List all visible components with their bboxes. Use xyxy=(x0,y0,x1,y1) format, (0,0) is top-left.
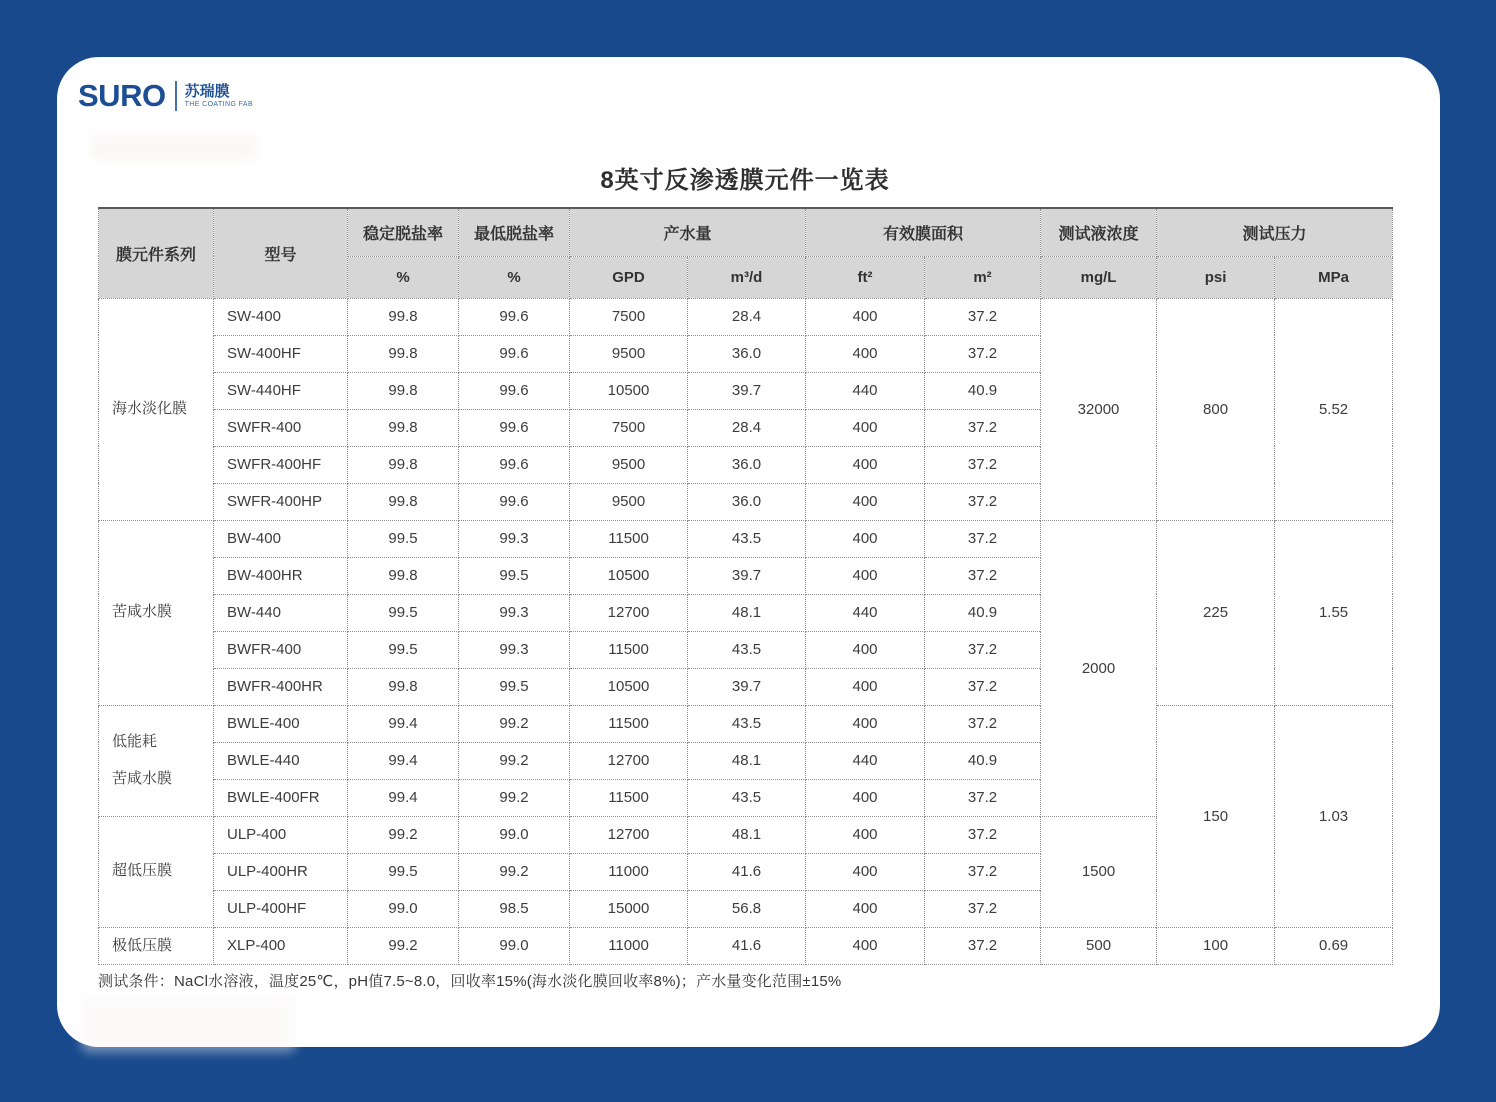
value-cell: 11500 xyxy=(570,520,688,557)
model-cell: ULP-400 xyxy=(214,816,348,853)
value-cell: 9500 xyxy=(570,483,688,520)
value-cell: 7500 xyxy=(570,409,688,446)
unit-psi: psi xyxy=(1157,256,1275,298)
value-cell: 37.2 xyxy=(925,668,1041,705)
model-cell: SW-400 xyxy=(214,298,348,335)
mpa-cell: 0.69 xyxy=(1275,927,1393,965)
unit-m3-per-day: m³/d xyxy=(688,256,806,298)
mpa-cell: 1.03 xyxy=(1275,705,1393,927)
mpa-cell: 5.52 xyxy=(1275,298,1393,520)
value-cell: 99.8 xyxy=(348,409,459,446)
value-cell: 48.1 xyxy=(688,816,806,853)
value-cell: 400 xyxy=(806,631,925,668)
unit-min-rejection-percent: % xyxy=(459,256,570,298)
value-cell: 440 xyxy=(806,372,925,409)
value-cell: 99.5 xyxy=(459,557,570,594)
value-cell: 99.8 xyxy=(348,483,459,520)
psi-cell: 150 xyxy=(1157,705,1275,927)
value-cell: 10500 xyxy=(570,557,688,594)
value-cell: 99.0 xyxy=(459,927,570,965)
model-cell: SWFR-400HP xyxy=(214,483,348,520)
table-row xyxy=(99,298,1393,335)
value-cell: 98.5 xyxy=(459,890,570,927)
value-cell: 440 xyxy=(806,742,925,779)
value-cell: 400 xyxy=(806,816,925,853)
model-cell: BWFR-400 xyxy=(214,631,348,668)
value-cell: 37.2 xyxy=(925,853,1041,890)
value-cell: 37.2 xyxy=(925,557,1041,594)
series-label-line: 极低压膜 xyxy=(112,936,173,954)
mpa-cell: 1.55 xyxy=(1275,520,1393,705)
value-cell: 39.7 xyxy=(688,557,806,594)
value-cell: 400 xyxy=(806,853,925,890)
value-cell: 99.0 xyxy=(459,816,570,853)
value-cell: 7500 xyxy=(570,298,688,335)
value-cell: 12700 xyxy=(570,594,688,631)
value-cell: 99.2 xyxy=(348,927,459,965)
value-cell: 39.7 xyxy=(688,668,806,705)
col-header-min-rejection: 最低脱盐率 xyxy=(459,208,570,256)
value-cell: 11500 xyxy=(570,631,688,668)
value-cell: 400 xyxy=(806,298,925,335)
unit-mg-per-l: mg/L xyxy=(1041,256,1157,298)
value-cell: 400 xyxy=(806,520,925,557)
value-cell: 400 xyxy=(806,779,925,816)
value-cell: 400 xyxy=(806,557,925,594)
value-cell: 99.6 xyxy=(459,335,570,372)
series-label-line: 超低压膜 xyxy=(112,862,173,880)
value-cell: 10500 xyxy=(570,668,688,705)
concentration-cell: 1500 xyxy=(1041,816,1157,927)
value-cell: 12700 xyxy=(570,742,688,779)
faded-watermark-top xyxy=(90,133,258,161)
logo-tagline: THE COATING FAB xyxy=(184,101,254,108)
value-cell: 11000 xyxy=(570,927,688,965)
concentration-cell: 2000 xyxy=(1041,520,1157,816)
value-cell: 41.6 xyxy=(688,927,806,965)
concentration-cell: 500 xyxy=(1041,927,1157,965)
series-group-label xyxy=(99,298,214,520)
value-cell: 99.0 xyxy=(348,890,459,927)
page-title: 8英寸反渗透膜元件一览表 xyxy=(600,167,890,194)
table-row xyxy=(99,927,1393,965)
col-header-series: 膜元件系列 xyxy=(99,208,214,298)
value-cell: 56.8 xyxy=(688,890,806,927)
series-label-line: 低能耗 xyxy=(112,732,158,750)
model-cell: ULP-400HF xyxy=(214,890,348,927)
unit-stable-rejection-percent: % xyxy=(348,256,459,298)
value-cell: 9500 xyxy=(570,335,688,372)
value-cell: 99.2 xyxy=(348,816,459,853)
unit-ft2: ft² xyxy=(806,256,925,298)
unit-m2: m² xyxy=(925,256,1041,298)
psi-cell: 800 xyxy=(1157,298,1275,520)
model-cell: BW-440 xyxy=(214,594,348,631)
membrane-spec-table xyxy=(98,207,1393,965)
suro-logo xyxy=(78,78,253,114)
value-cell: 99.2 xyxy=(459,853,570,890)
value-cell: 99.4 xyxy=(348,705,459,742)
header-row-groups xyxy=(99,208,1393,256)
series-group-label xyxy=(99,816,214,927)
value-cell: 99.5 xyxy=(348,520,459,557)
test-conditions-note: 测试条件：NaCl水溶液，温度25℃，pH值7.5~8.0，回收率15%(海水淡化膜回收率8%)；产水量变化范围±15% xyxy=(98,973,842,990)
value-cell: 11500 xyxy=(570,779,688,816)
value-cell: 440 xyxy=(806,594,925,631)
value-cell: 99.8 xyxy=(348,557,459,594)
value-cell: 37.2 xyxy=(925,705,1041,742)
value-cell: 99.5 xyxy=(348,853,459,890)
unit-mpa: MPa xyxy=(1275,256,1393,298)
value-cell: 48.1 xyxy=(688,594,806,631)
value-cell: 99.6 xyxy=(459,483,570,520)
value-cell: 99.5 xyxy=(459,668,570,705)
value-cell: 400 xyxy=(806,335,925,372)
value-cell: 99.8 xyxy=(348,446,459,483)
value-cell: 99.8 xyxy=(348,335,459,372)
model-cell: SW-440HF xyxy=(214,372,348,409)
value-cell: 99.8 xyxy=(348,372,459,409)
value-cell: 99.3 xyxy=(459,520,570,557)
value-cell: 37.2 xyxy=(925,298,1041,335)
logo-divider xyxy=(175,81,177,111)
value-cell: 400 xyxy=(806,446,925,483)
model-cell: XLP-400 xyxy=(214,927,348,965)
value-cell: 99.8 xyxy=(348,298,459,335)
value-cell: 37.2 xyxy=(925,335,1041,372)
col-header-permeate-flow: 产水量 xyxy=(570,208,806,256)
col-header-test-concentration: 测试液浓度 xyxy=(1041,208,1157,256)
value-cell: 40.9 xyxy=(925,594,1041,631)
table-row xyxy=(99,520,1393,557)
series-group-label xyxy=(99,520,214,705)
model-cell: BW-400HR xyxy=(214,557,348,594)
value-cell: 10500 xyxy=(570,372,688,409)
col-header-membrane-area: 有效膜面积 xyxy=(806,208,1041,256)
value-cell: 39.7 xyxy=(688,372,806,409)
value-cell: 36.0 xyxy=(688,483,806,520)
value-cell: 40.9 xyxy=(925,372,1041,409)
model-cell: ULP-400HR xyxy=(214,853,348,890)
value-cell: 400 xyxy=(806,409,925,446)
logo-chinese-name: 苏瑞膜 xyxy=(184,83,230,100)
col-header-stable-rejection: 稳定脱盐率 xyxy=(348,208,459,256)
model-cell: BWLE-400FR xyxy=(214,779,348,816)
value-cell: 43.5 xyxy=(688,705,806,742)
value-cell: 99.5 xyxy=(348,594,459,631)
value-cell: 99.4 xyxy=(348,779,459,816)
value-cell: 99.6 xyxy=(459,409,570,446)
series-label-line: 海水淡化膜 xyxy=(112,399,188,417)
value-cell: 37.2 xyxy=(925,446,1041,483)
value-cell: 15000 xyxy=(570,890,688,927)
series-label-line: 苦咸水膜 xyxy=(112,769,173,787)
value-cell: 400 xyxy=(806,668,925,705)
content-card xyxy=(57,57,1440,1047)
value-cell: 43.5 xyxy=(688,779,806,816)
value-cell: 28.4 xyxy=(688,409,806,446)
value-cell: 9500 xyxy=(570,446,688,483)
value-cell: 12700 xyxy=(570,816,688,853)
value-cell: 37.2 xyxy=(925,779,1041,816)
value-cell: 37.2 xyxy=(925,483,1041,520)
model-cell: SWFR-400HF xyxy=(214,446,348,483)
col-header-model: 型号 xyxy=(214,208,348,298)
model-cell: BWLE-400 xyxy=(214,705,348,742)
unit-gpd: GPD xyxy=(570,256,688,298)
value-cell: 41.6 xyxy=(688,853,806,890)
table-row xyxy=(99,705,1393,742)
spec-table-container xyxy=(98,207,1392,965)
value-cell: 37.2 xyxy=(925,409,1041,446)
value-cell: 37.2 xyxy=(925,631,1041,668)
value-cell: 36.0 xyxy=(688,446,806,483)
value-cell: 99.5 xyxy=(348,631,459,668)
value-cell: 37.2 xyxy=(925,520,1041,557)
model-cell: BW-400 xyxy=(214,520,348,557)
value-cell: 99.2 xyxy=(459,705,570,742)
value-cell: 99.3 xyxy=(459,594,570,631)
model-cell: BWFR-400HR xyxy=(214,668,348,705)
series-label-line: 苦咸水膜 xyxy=(112,603,173,621)
value-cell: 99.3 xyxy=(459,631,570,668)
value-cell: 99.8 xyxy=(348,668,459,705)
series-group-label xyxy=(99,705,214,816)
concentration-cell: 32000 xyxy=(1041,298,1157,520)
col-header-test-pressure: 测试压力 xyxy=(1157,208,1393,256)
value-cell: 28.4 xyxy=(688,298,806,335)
psi-cell: 225 xyxy=(1157,520,1275,705)
value-cell: 99.6 xyxy=(459,298,570,335)
value-cell: 400 xyxy=(806,483,925,520)
value-cell: 400 xyxy=(806,705,925,742)
table-body xyxy=(99,298,1393,965)
value-cell: 99.2 xyxy=(459,742,570,779)
value-cell: 11500 xyxy=(570,705,688,742)
value-cell: 99.6 xyxy=(459,446,570,483)
value-cell: 36.0 xyxy=(688,335,806,372)
value-cell: 43.5 xyxy=(688,520,806,557)
value-cell: 43.5 xyxy=(688,631,806,668)
value-cell: 400 xyxy=(806,927,925,965)
value-cell: 37.2 xyxy=(925,890,1041,927)
value-cell: 48.1 xyxy=(688,742,806,779)
value-cell: 400 xyxy=(806,890,925,927)
table-header xyxy=(99,208,1393,298)
faded-watermark-bottom xyxy=(81,995,296,1053)
model-cell: SWFR-400 xyxy=(214,409,348,446)
model-cell: SW-400HF xyxy=(214,335,348,372)
logo-wordmark: SURO xyxy=(78,78,166,113)
value-cell: 37.2 xyxy=(925,816,1041,853)
value-cell: 99.6 xyxy=(459,372,570,409)
value-cell: 99.4 xyxy=(348,742,459,779)
value-cell: 40.9 xyxy=(925,742,1041,779)
value-cell: 37.2 xyxy=(925,927,1041,965)
model-cell: BWLE-440 xyxy=(214,742,348,779)
value-cell: 99.2 xyxy=(459,779,570,816)
series-group-label xyxy=(99,927,214,965)
value-cell: 11000 xyxy=(570,853,688,890)
psi-cell: 100 xyxy=(1157,927,1275,965)
